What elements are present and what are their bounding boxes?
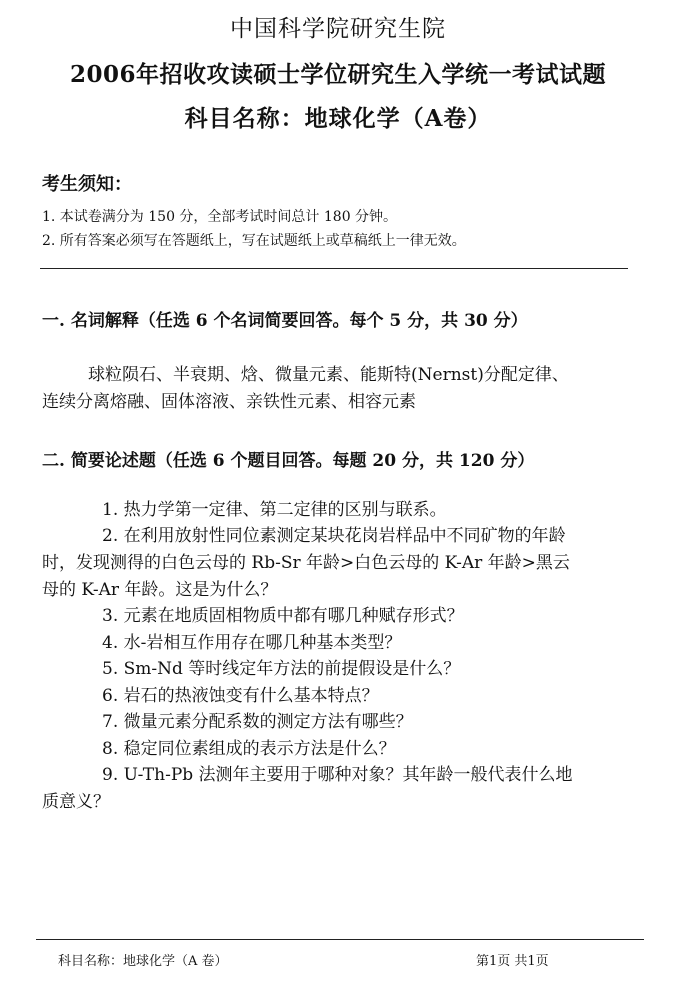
question-9-line: 质意义？ <box>42 792 110 812</box>
question-1: 1. 热力学第一定律、第二定律的区别与联系。 <box>102 500 447 520</box>
terms-line: 连续分离熔融、固体溶液、亲铁性元素、相容元素 <box>42 392 416 412</box>
question-2-line: 2. 在利用放射性同位素测定某块花岗岩样品中不同矿物的年龄 <box>102 526 566 546</box>
question-2-line: 时，发现测得的白色云母的 Rb-Sr 年龄>白色云母的 K-Ar 年龄>黑云 <box>42 553 570 573</box>
section-1-heading: 一. 名词解释（任选 6 个名词简要回答。每个 5 分，共 30 分） <box>42 311 528 331</box>
question-3: 3. 元素在地质固相物质中都有哪几种赋存形式？ <box>102 606 464 626</box>
footer-subject: 科目名称：地球化学（A 卷） <box>58 954 228 969</box>
subject-title: 科目名称：地球化学（A卷） <box>184 105 492 132</box>
divider <box>40 268 628 269</box>
footer-divider <box>36 939 644 940</box>
notice-item: 1. 本试卷满分为 150 分，全部考试时间总计 180 分钟。 <box>42 209 398 225</box>
footer-page-number: 第1页 共1页 <box>476 954 549 969</box>
institution-title: 中国科学院研究生院 <box>230 16 446 42</box>
question-7: 7. 微量元素分配系数的测定方法有哪些？ <box>102 712 413 732</box>
question-2-line: 母的 K-Ar 年龄。这是为什么？ <box>42 580 278 600</box>
exam-title: 2006年招收攻读硕士学位研究生入学统一考试试题 <box>69 61 606 88</box>
question-6: 6. 岩石的热液蚀变有什么基本特点？ <box>102 686 379 706</box>
section-2-heading: 二. 简要论述题（任选 6 个题目回答。每题 20 分，共 120 分） <box>42 451 535 471</box>
question-5: 5. Sm-Nd 等时线定年方法的前提假设是什么？ <box>102 659 461 679</box>
notice-heading: 考生须知： <box>42 174 132 195</box>
question-9-line: 9. U-Th-Pb 法测年主要用于哪种对象？其年龄一般代表什么地 <box>102 765 573 785</box>
notice-item: 2. 所有答案必须写在答题纸上，写在试题纸上或草稿纸上一律无效。 <box>42 233 466 249</box>
terms-line: 球粒陨石、半衰期、焓、微量元素、能斯特(Nernst)分配定律、 <box>88 365 569 385</box>
question-8: 8. 稳定同位素组成的表示方法是什么？ <box>102 739 396 759</box>
question-4: 4. 水-岩相互作用存在哪几种基本类型？ <box>102 633 402 653</box>
